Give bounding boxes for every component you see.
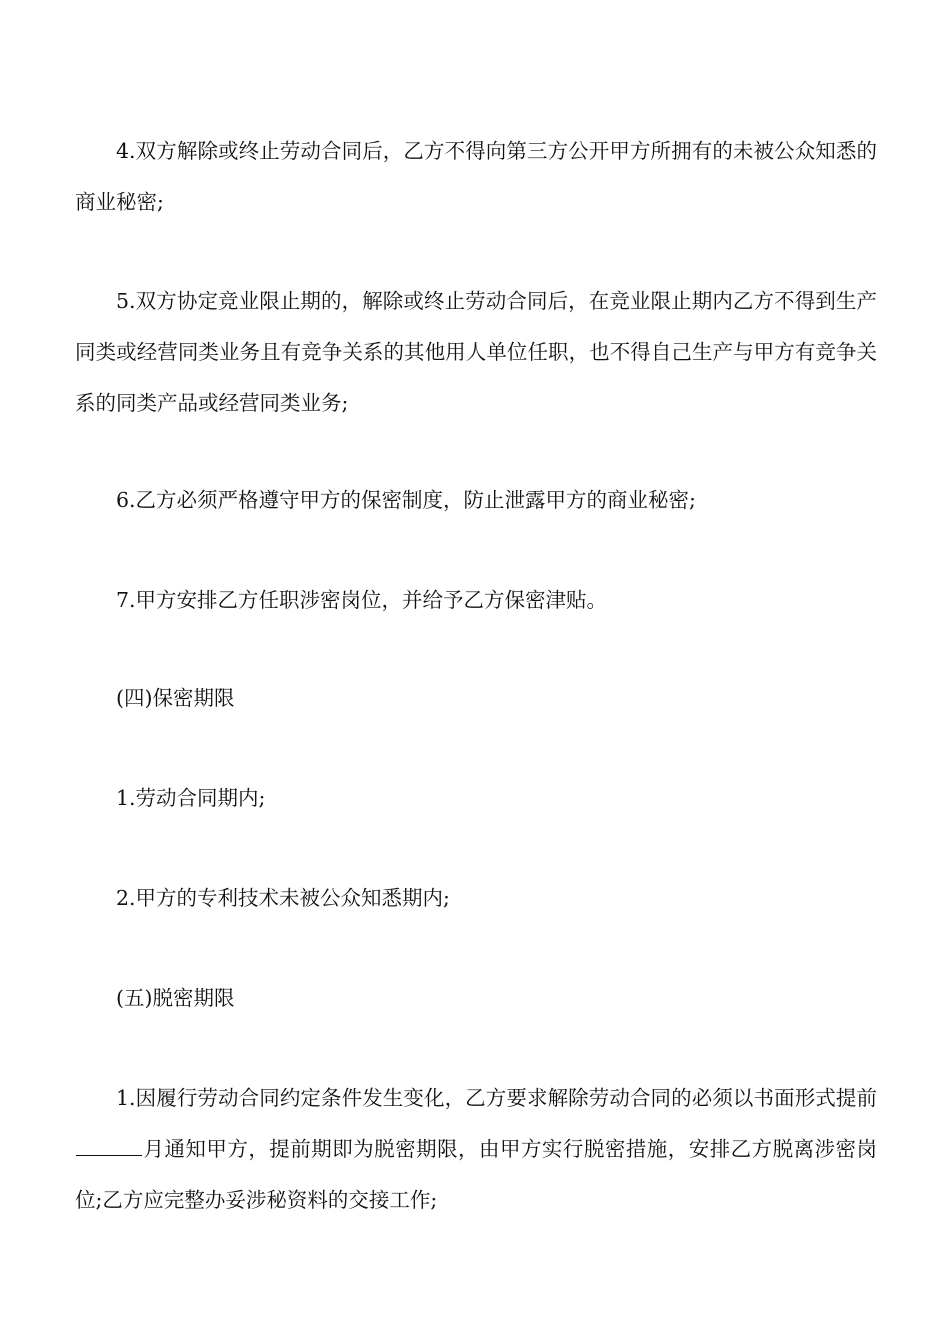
declassification-text-before-blank: 1.因履行劳动合同约定条件发生变化，乙方要求解除劳动合同的必须以书面形式提前: [116, 1086, 877, 1110]
section-heading-5: (五)脱密期限: [116, 986, 235, 1010]
section-heading-4: (四)保密期限: [116, 686, 235, 710]
term-item-1: 1.劳动合同期内;: [116, 786, 266, 810]
fill-in-blank: [76, 1154, 142, 1156]
clause-4: 4.双方解除或终止劳动合同后，乙方不得向第三方公开甲方所拥有的未被公众知悉的商业秘密;: [75, 139, 877, 214]
clause-7: 7.甲方安排乙方任职涉密岗位，并给予乙方保密津贴。: [116, 588, 608, 612]
term-item-2: 2.甲方的专利技术未被公众知悉期内;: [116, 886, 450, 910]
clause-5: 5.双方协定竞业限止期的，解除或终止劳动合同后，在竞业限止期内乙方不得到生产同类或经营同类业务且有竞争关系的其他用人单位任职，也不得自己生产与甲方有竞争关系的同类产品或经营同类业务;: [75, 289, 877, 415]
declassification-text-after-blank: 月通知甲方，提前期即为脱密期限，由甲方实行脱密措施，安排乙方脱离涉密岗位;乙方应完整办妥涉秘资料的交接工作;: [75, 1137, 877, 1212]
clause-6: 6.乙方必须严格遵守甲方的保密制度，防止泄露甲方的商业秘密;: [116, 488, 696, 512]
declassification-item-1: [75, 1073, 877, 1226]
